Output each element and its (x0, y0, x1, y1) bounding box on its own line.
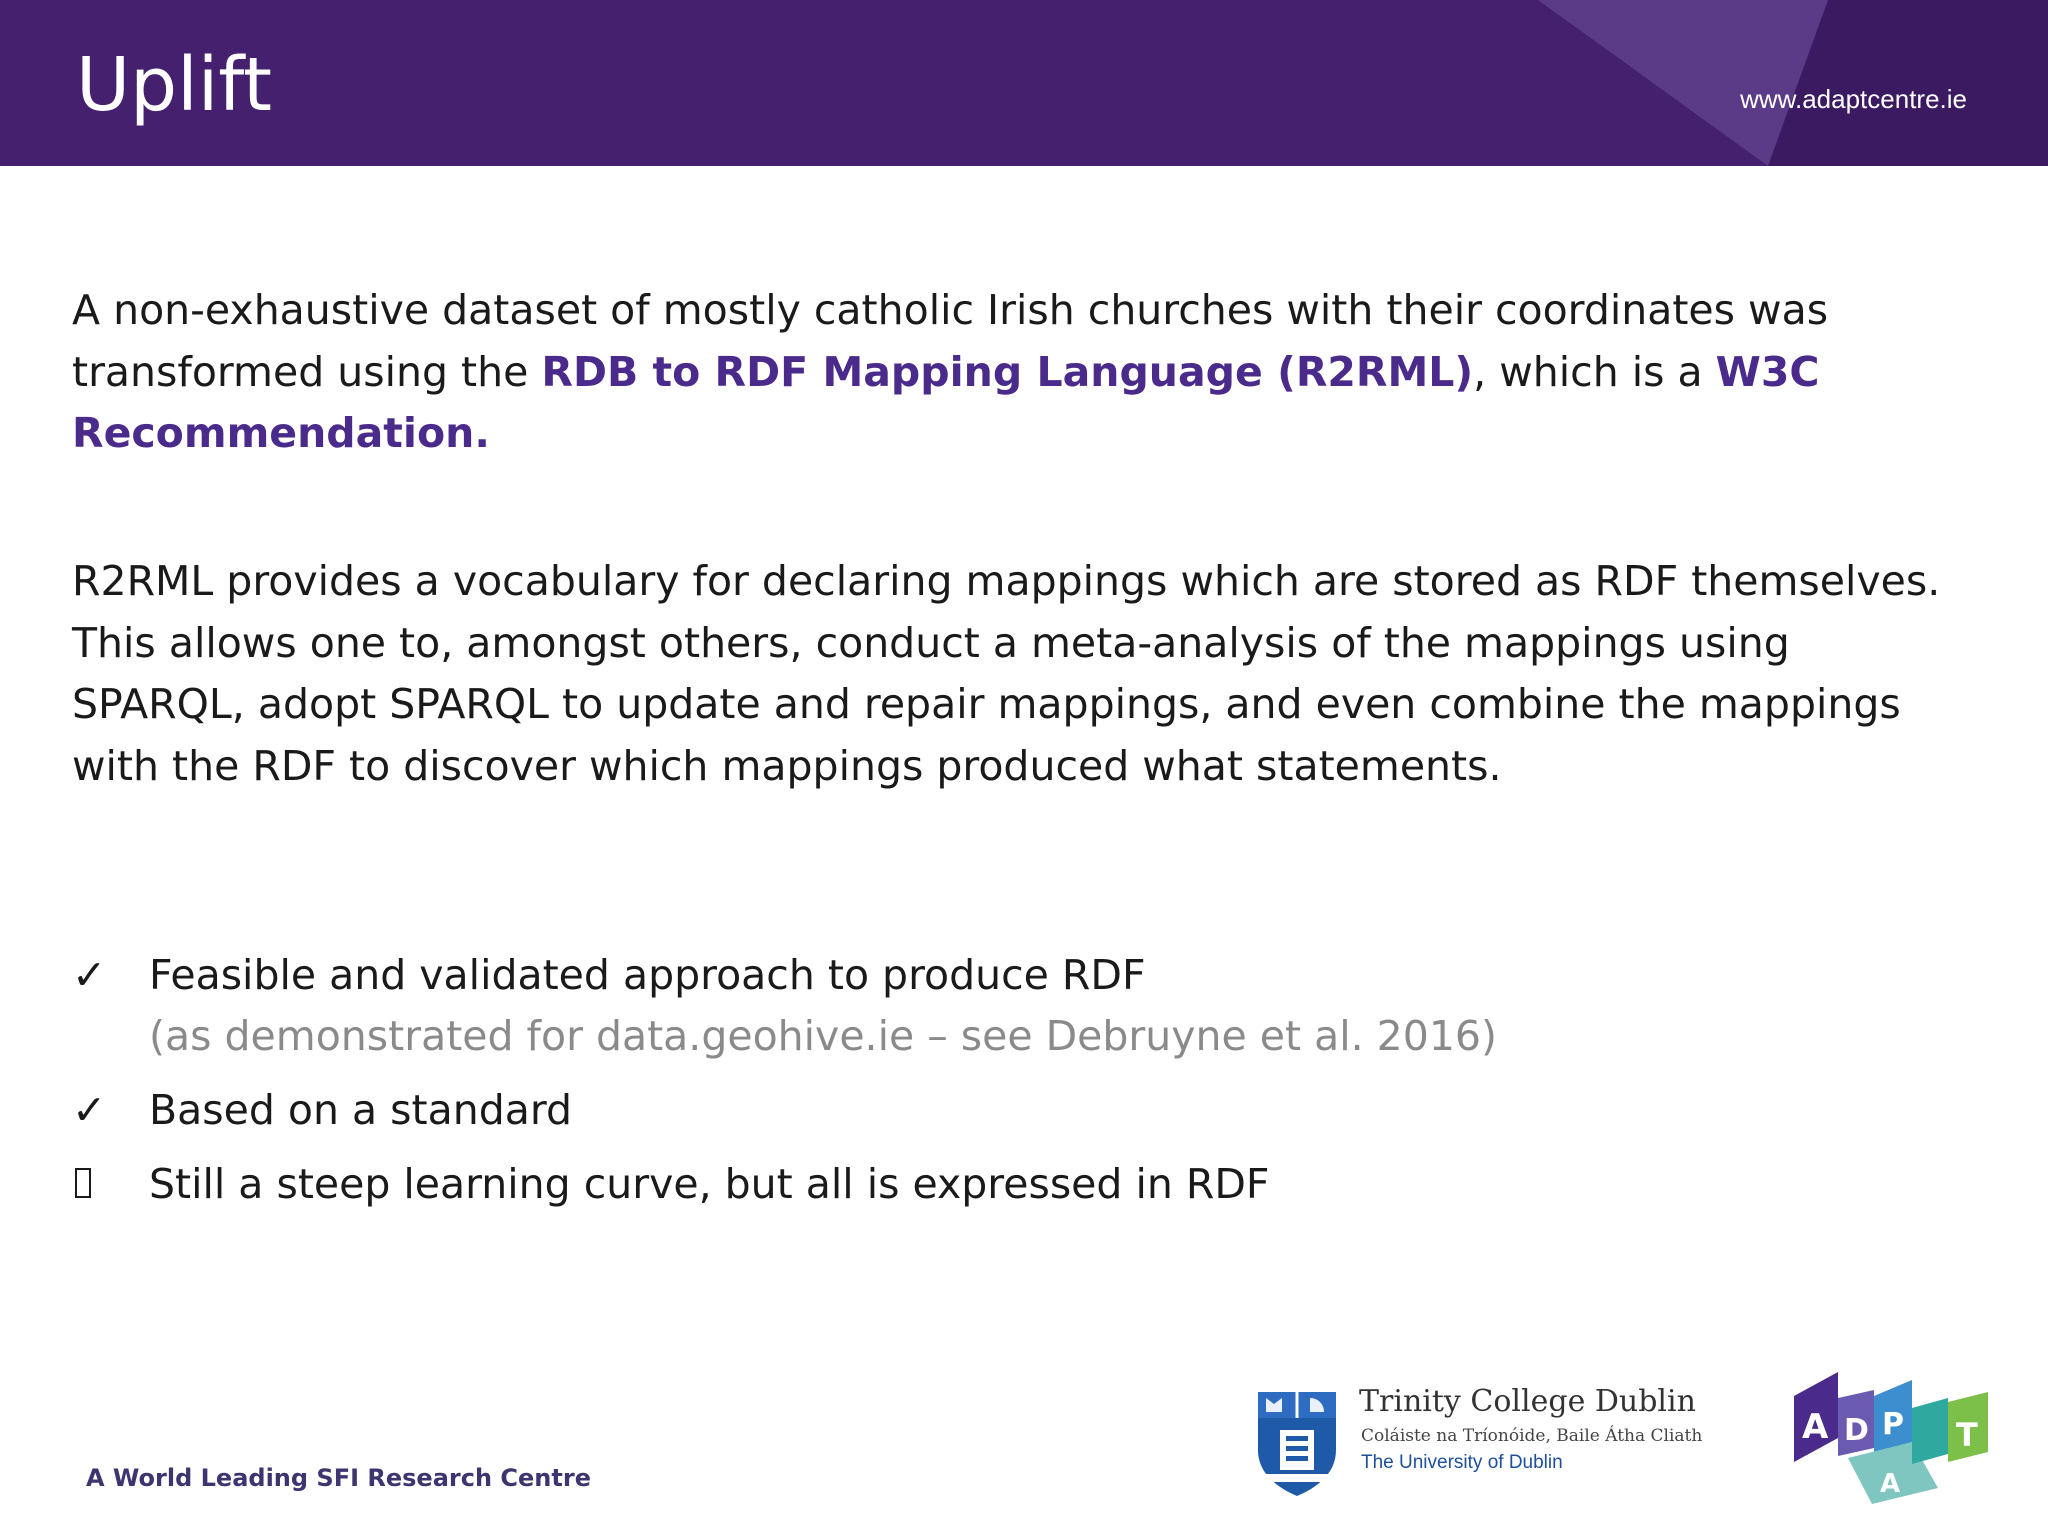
header-bar (0, 0, 2048, 166)
bullet-subtext: (as demonstrated for data.geohive.ie – see Debruyne et al. 2016) (149, 1012, 1498, 1060)
bullet-text: Based on a standard (149, 1086, 573, 1134)
tcd-logo (1254, 1384, 1703, 1504)
intro-text-1: A non-exhaustive dataset of mostly catholic Irish churches with their coordinates was transformed using the (72, 286, 1829, 396)
w3c-highlight: W3C Recommendation. (72, 347, 1820, 457)
tcd-university: The University of Dublin (1361, 1452, 1563, 1473)
adapt-letter: A (1802, 1407, 1829, 1447)
header-url: www.adaptcentre.ie (1740, 84, 1967, 114)
adapt-letter: T (1956, 1416, 1978, 1454)
adapt-letter: D (1844, 1413, 1869, 1448)
empty-box-icon (72, 1154, 132, 1215)
adapt-logo (1788, 1368, 2008, 1508)
r2rml-highlight: RDB to RDF Mapping Language (R2RML) (541, 347, 1474, 396)
slide-title: Uplift (76, 42, 273, 128)
footer-tagline: A World Leading SFI Research Centre (86, 1464, 591, 1492)
adapt-letter: A (1880, 1469, 1901, 1499)
bullet-text: Feasible and validated approach to produce RDF (149, 951, 1146, 999)
description-paragraph: R2RML provides a vocabulary for declaring mappings which are stored as RDF themselves. This allows one to, amongst others, conduct a meta-analysis of the mappings using SPARQL, adopt SPARQL to update and repair mappings, and even combine the mappings with the RDF to discover which mappings produced what statements. (72, 557, 1941, 790)
intro-paragraph (72, 280, 1972, 465)
tcd-irish-name: Coláiste na Tríonóide, Baile Átha Cliath (1361, 1426, 1703, 1446)
check-icon: ✓ (72, 1086, 107, 1134)
tcd-crest-icon (1254, 1388, 1340, 1498)
tcd-name: Trinity College Dublin (1359, 1384, 1696, 1419)
adapt-letter: P (1882, 1407, 1904, 1442)
bullet-text: Still a steep learning curve, but all is expressed in RDF (149, 1160, 1270, 1208)
intro-text-2: , which is a (1473, 347, 1716, 396)
check-icon: ✓ (72, 951, 107, 999)
